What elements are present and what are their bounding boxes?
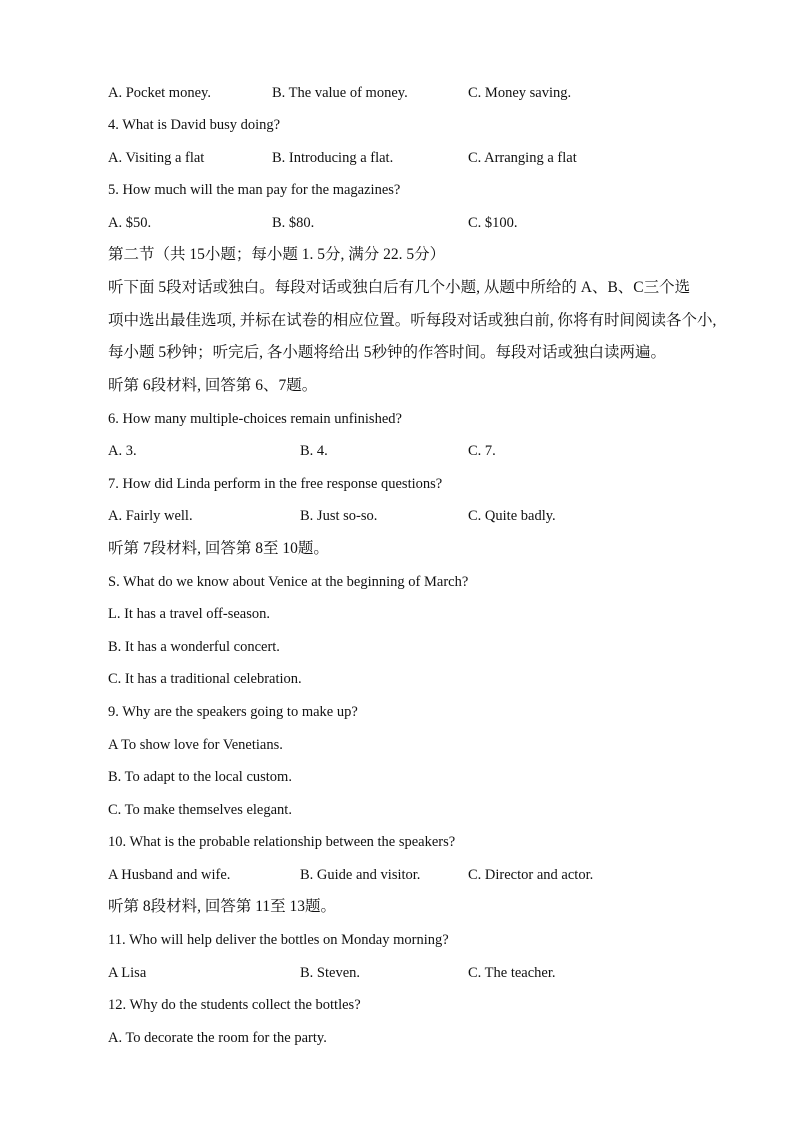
q8-option-a: L. It has a travel off-season.	[108, 606, 270, 622]
q4-option-c: C. Arranging a flat	[468, 150, 577, 166]
q4-option-b: B. Introducing a flat.	[272, 150, 394, 166]
material7-intro: 听第 7段材料, 回答第 8至 10题。	[108, 540, 329, 557]
q9-stem: 9. Why are the speakers going to make up?	[108, 704, 358, 720]
q7-option-a: A. Fairly well.	[108, 508, 193, 524]
q7-option-c: C. Quite badly.	[468, 508, 556, 524]
section2-instructions-line1: 听下面 5段对话或独白。每段对话或独白后有几个小题, 从题中所给的 A、B、C三个选	[108, 279, 691, 296]
q8-option-c: C. It has a traditional celebration.	[108, 671, 302, 687]
q11-stem: 11. Who will help deliver the bottles on Monday morning?	[108, 932, 449, 948]
q4-stem: 4. What is David busy doing?	[108, 117, 281, 133]
material8-intro: 听第 8段材料, 回答第 11至 13题。	[108, 898, 337, 915]
q6-stem: 6. How many multiple-choices remain unfinished?	[108, 411, 402, 427]
section2-instructions-line3: 每小题 5秒钟；听完后, 各小题将给出 5秒钟的作答时间。每段对话或独白读两遍。	[108, 344, 667, 361]
q11-option-b: B. Steven.	[300, 965, 361, 981]
q5-option-c: C. $100.	[468, 215, 518, 231]
q4-option-a: A. Visiting a flat	[108, 150, 205, 166]
q9-option-b: B. To adapt to the local custom.	[108, 769, 292, 785]
q9-option-c: C. To make themselves elegant.	[108, 802, 292, 818]
q8-stem: S. What do we know about Venice at the beginning of March?	[108, 574, 469, 590]
q5-stem: 5. How much will the man pay for the magazines?	[108, 182, 401, 198]
q10-option-c: C. Director and actor.	[468, 867, 594, 883]
q7-stem: 7. How did Linda perform in the free response questions?	[108, 476, 443, 492]
q5-option-b: B. $80.	[272, 215, 315, 231]
q10-option-a: A Husband and wife.	[108, 867, 231, 883]
section2-heading: 第二节（共 15小题；每小题 1. 5分, 满分 22. 5分）	[108, 246, 446, 263]
q3-option-c: C. Money saving.	[468, 85, 572, 101]
q11-option-c: C. The teacher.	[468, 965, 556, 981]
section2-instructions-line2: 项中选出最佳选项, 并标在试卷的相应位置。听每段对话或独白前, 你将有时间阅读各个小,	[108, 312, 717, 329]
q12-stem: 12. Why do the students collect the bottles?	[108, 997, 361, 1013]
q6-option-a: A. 3.	[108, 443, 137, 459]
q3-option-b: B. The value of money.	[272, 85, 408, 101]
q6-option-b: B. 4.	[300, 443, 328, 459]
q11-option-a: A Lisa	[108, 965, 147, 981]
q10-option-b: B. Guide and visitor.	[300, 867, 421, 883]
q5-option-a: A. $50.	[108, 215, 152, 231]
q8-option-b: B. It has a wonderful concert.	[108, 639, 280, 655]
q3-option-a: A. Pocket money.	[108, 85, 211, 101]
q12-option-a: A. To decorate the room for the party.	[108, 1030, 327, 1046]
material6-intro: 昕第 6段材料, 回答第 6、7题。	[108, 377, 318, 394]
q10-stem: 10. What is the probable relationship between the speakers?	[108, 834, 456, 850]
q7-option-b: B. Just so-so.	[300, 508, 378, 524]
q9-option-a: A To show love for Venetians.	[108, 737, 283, 753]
q6-option-c: C. 7.	[468, 443, 496, 459]
